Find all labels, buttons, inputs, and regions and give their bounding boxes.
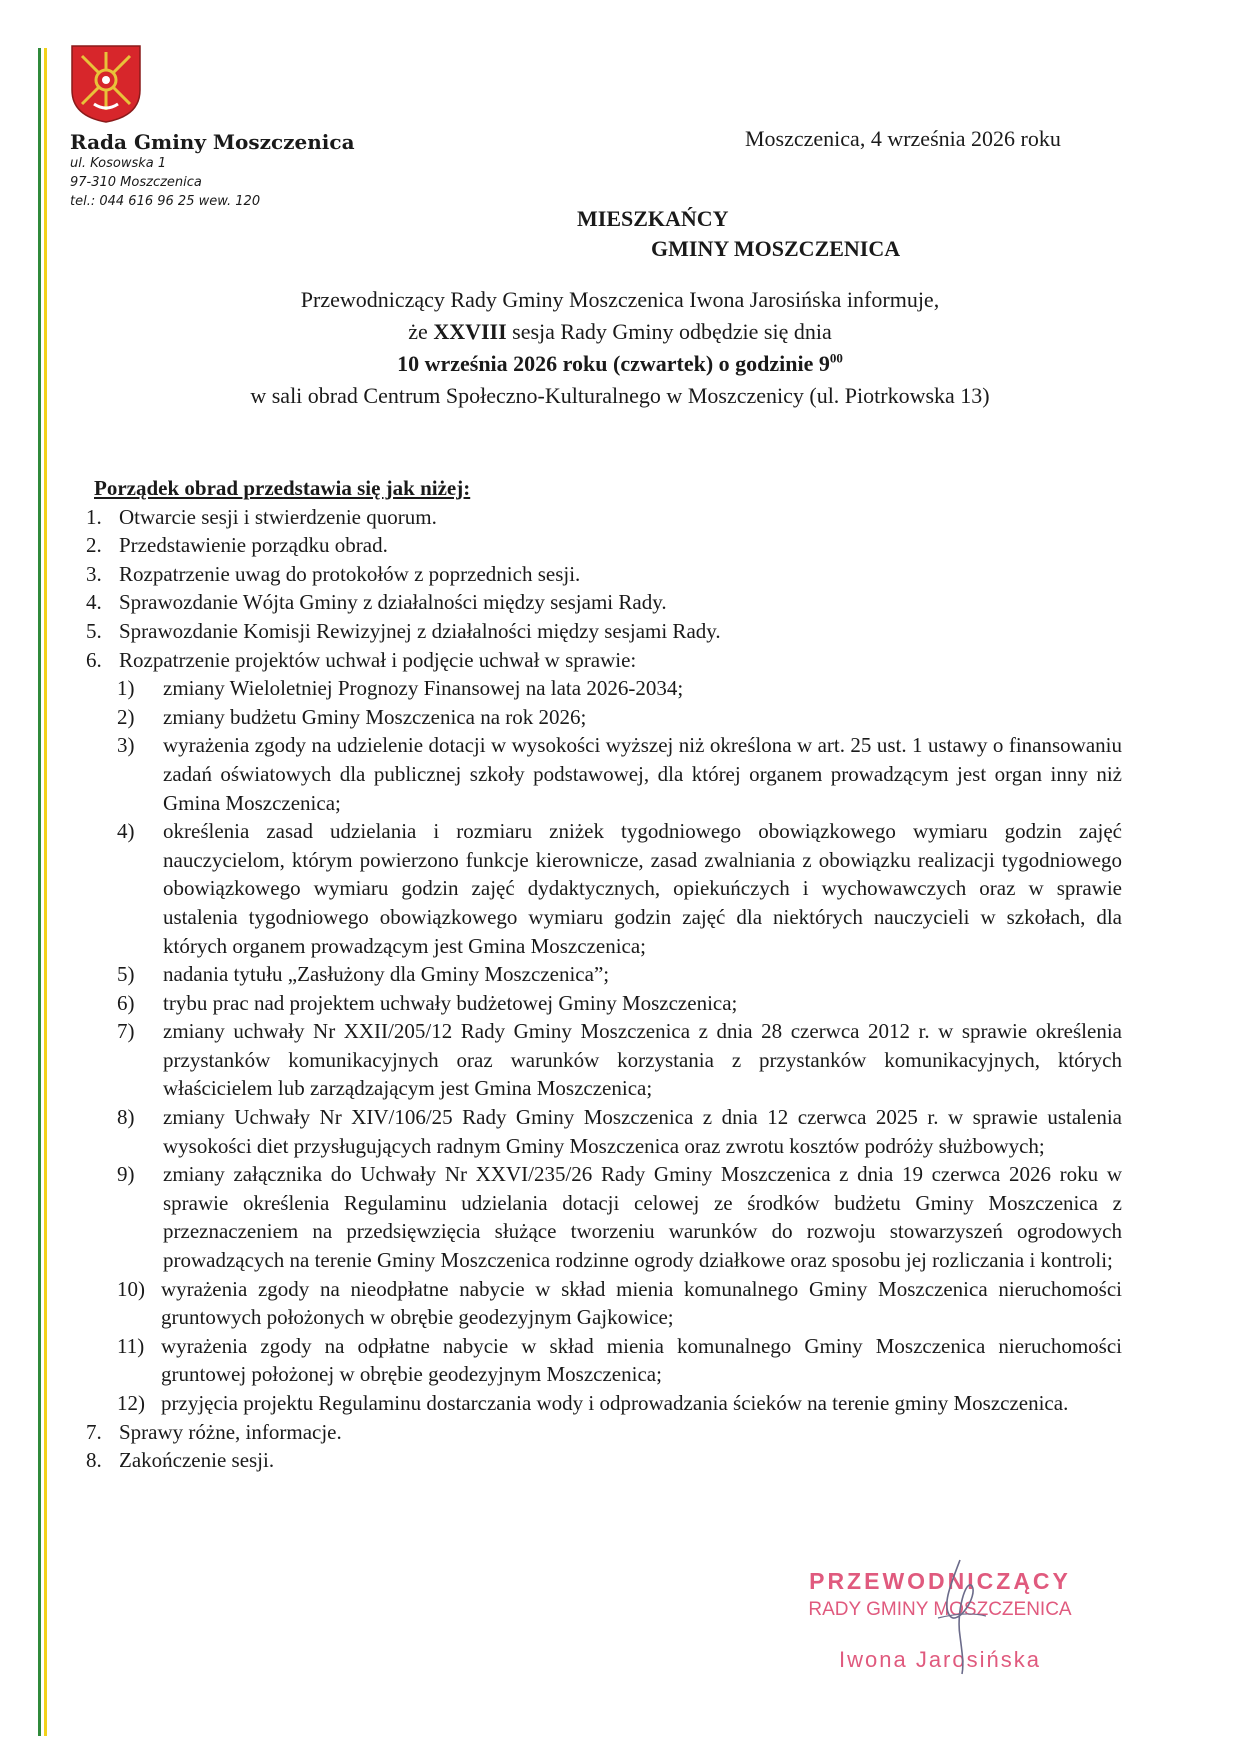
resolution-item (117, 960, 1122, 989)
stamp-name: Iwona Jarosińska (839, 1647, 1041, 1672)
resolution-item-number: 1) (117, 676, 135, 701)
agenda-item (86, 588, 1122, 617)
agenda-items-final (86, 1418, 1122, 1475)
agenda-item (86, 1418, 1122, 1447)
resolution-item (117, 1017, 1122, 1103)
resolution-item-text: zmiany uchwały Nr XXII/205/12 Rady Gminy Moszczenica z dnia 28 czerwca 2012 r. w sprawie określenia przystanków komunikacyjnych oraz warunków korzystania z przystanków komunikacyjnych, których właścicielem lub zarządzającym jest Gmina Moszczenica; (163, 1019, 1122, 1101)
session-date-time (0, 348, 1240, 380)
resolution-item-text: zmiany Wieloletniej Prognozy Finansowej na lata 2026-2034; (163, 676, 684, 701)
address-postal: 97-310 Moszczenica (70, 175, 202, 190)
announcement-line-2 (0, 316, 1240, 348)
resolution-item (117, 703, 1122, 732)
agenda-item (86, 531, 1122, 560)
resolution-item-number: 11) (117, 1333, 145, 1358)
address-phone: tel.: 044 616 96 25 wew. 120 (70, 194, 261, 209)
agenda-item-number: 2. (86, 533, 102, 558)
resolution-item-number: 9) (117, 1162, 135, 1187)
session-venue: w sali obrad Centrum Społeczno-Kulturalnego w Moszczenicy (ul. Piotrkowska 13) (250, 383, 990, 408)
agenda-item-number: 3. (86, 561, 102, 586)
session-date-text: 10 września 2026 roku (czwartek) o godzinie 9 (397, 351, 830, 376)
resolution-item-number: 8) (117, 1105, 135, 1130)
agenda-subitems (86, 674, 1122, 1417)
coat-of-arms-logo (70, 44, 142, 124)
resolution-item-text: wyrażenia zgody na udzielenie dotacji w wysokości wyższej niż określona w art. 25 ust. 1 ustawy o finansowaniu zadań oświatowych dla publicznej szkoły podstawowej, dla której organem prowadzącym jest organ inny niż Gmina Moszczenica; (163, 733, 1122, 815)
resolution-item-number: 12) (117, 1391, 145, 1415)
resolution-item-text: trybu prac nad projektem uchwały budżetowej Gminy Moszczenica; (163, 990, 738, 1015)
resolution-item-text: przyjęcia projektu Regulaminu dostarczania wody i odprowadzania ścieków na terenie gminy Moszczenica. (161, 1391, 1069, 1415)
resolution-item-number: 4) (117, 819, 135, 844)
resolution-item-number: 10) (117, 1276, 145, 1301)
agenda-item-text: Sprawy różne, informacje. (119, 1419, 342, 1444)
handwritten-signature (920, 1556, 1000, 1676)
agenda-item-text: Przedstawienie porządku obrad. (119, 533, 388, 558)
resolution-item (117, 1389, 1122, 1418)
resolution-item-text: określenia zasad udzielania i rozmiaru zniżek tygodniowego obowiązkowego wymiaru godzin zajęć nauczycielom, którym powierzono funkcje kierownicze, zasad zwalniania z obowiązku realizacji tygodniowego obowiązkowego wymiaru godzin zajęć dydaktycznych, opiekuńczych i wychowawczych oraz w sprawie ustalenia tygodniowego obowiązkowego wymiaru godzin zajęć dla niektórych nauczycieli w szkołach, dla których organem prowadzącym jest Gmina Moszczenica; (163, 819, 1122, 958)
resolution-item-number: 2) (117, 704, 135, 729)
resolution-item (117, 1103, 1122, 1160)
sender-block (70, 130, 355, 211)
resolution-item-text: nadania tytułu „Zasłużony dla Gminy Moszczenica”; (163, 962, 610, 987)
agenda-item (86, 617, 1122, 646)
agenda-item-number: 1. (86, 504, 102, 529)
address-street: ul. Kosowska 1 (70, 156, 167, 171)
resolution-item (117, 731, 1122, 817)
resolution-item-text: zmiany załącznika do Uchwały Nr XXVI/235/26 Rady Gminy Moszczenica z dnia 19 czerwca 2026 roku w sprawie określenia Regulaminu udzielania dotacji celowej ze środków budżetu Gminy Moszczenica z przeznaczeniem na przedsięwzięcia służące tworzeniu warunków do rozwoju stowarzyszeń ogrodowych prowadzących na terenie Gminy Moszczenica rodzinne ogrody działkowe oraz sposobu jej rozliczania i kontroli; (163, 1162, 1122, 1273)
resolution-item (117, 674, 1122, 703)
resolution-item-text: wyrażenia zgody na odpłatne nabycie w skład mienia komunalnego Gminy Moszczenica nieruchomości gruntowej położonej w obrębie geodezyjnym Moszczenica; (161, 1333, 1122, 1387)
organization-name: Rada Gminy Moszczenica (70, 130, 355, 154)
agenda-item (86, 503, 1122, 532)
announcement-suffix: sesja Rady Gminy odbędzie się dnia (512, 319, 832, 344)
recipient-line-1: MIESZKAŃCY (577, 206, 729, 231)
announcement-text (0, 284, 1240, 412)
agenda-item-text: Rozpatrzenie projektów uchwał i podjęcie uchwał w sprawie: (119, 647, 637, 672)
resolution-item (117, 1160, 1122, 1274)
resolution-item (117, 1332, 1122, 1389)
resolution-item-number: 6) (117, 990, 135, 1015)
agenda-items-main (86, 503, 1122, 675)
resolution-item-text: wyrażenia zgody na nieodpłatne nabycie w skład mienia komunalnego Gminy Moszczenica nieruchomości gruntowych położonych w obrębie geodezyjnym Gajkowice; (161, 1276, 1122, 1330)
agenda-item-text: Sprawozdanie Wójta Gminy z działalności między sesjami Rady. (119, 590, 667, 615)
agenda-item-text: Sprawozdanie Komisji Rewizyjnej z działalności między sesjami Rady. (119, 618, 721, 643)
resolution-item (117, 989, 1122, 1018)
agenda-item (86, 646, 1122, 675)
agenda-item-number: 8. (86, 1448, 102, 1473)
agenda-item-number: 4. (86, 590, 102, 615)
agenda-item-number: 6. (86, 647, 102, 672)
resolution-item-number: 5) (117, 962, 135, 987)
stamp-title: PRZEWODNICZĄCY (809, 1568, 1071, 1594)
resolution-item (117, 817, 1122, 960)
session-number: XXVIII (433, 319, 507, 344)
agenda-item-number: 5. (86, 618, 102, 643)
agenda-item-text: Otwarcie sesji i stwierdzenie quorum. (119, 504, 437, 529)
stamp-institution: RADY GMINY MOSZCZENICA (808, 1599, 1072, 1620)
agenda-item-text: Rozpatrzenie uwag do protokołów z poprzednich sesji. (119, 561, 581, 586)
agenda-item (86, 560, 1122, 589)
announcement-prefix: że (408, 319, 428, 344)
recipient-line-2: GMINY MOSZCZENICA (651, 236, 901, 261)
resolution-item-text: zmiany Uchwały Nr XIV/106/25 Rady Gminy Moszczenica z dnia 12 czerwca 2025 r. w sprawie ustalenia wysokości diet przysługujących radnym Gminy Moszczenica oraz zwrotu kosztów podróży służbowych; (163, 1105, 1122, 1158)
resolution-item-text: zmiany budżetu Gminy Moszczenica na rok 2026; (163, 704, 587, 729)
resolution-item-number: 3) (117, 733, 135, 758)
resolution-item-number: 7) (117, 1019, 135, 1044)
agenda-item (86, 1446, 1122, 1475)
agenda-item-number: 7. (86, 1419, 102, 1444)
session-time-minutes: 00 (829, 350, 843, 366)
resolution-item (117, 1275, 1122, 1332)
place-and-date: Moszczenica, 4 września 2026 roku (745, 126, 1061, 151)
agenda-item-text: Zakończenie sesji. (119, 1448, 275, 1473)
announcement-line-1: Przewodniczący Rady Gminy Moszczenica Iwona Jarosińska informuje, (300, 287, 940, 312)
agenda-title: Porządek obrad przedstawia się jak niżej: (94, 476, 471, 500)
agenda (86, 474, 1122, 1475)
